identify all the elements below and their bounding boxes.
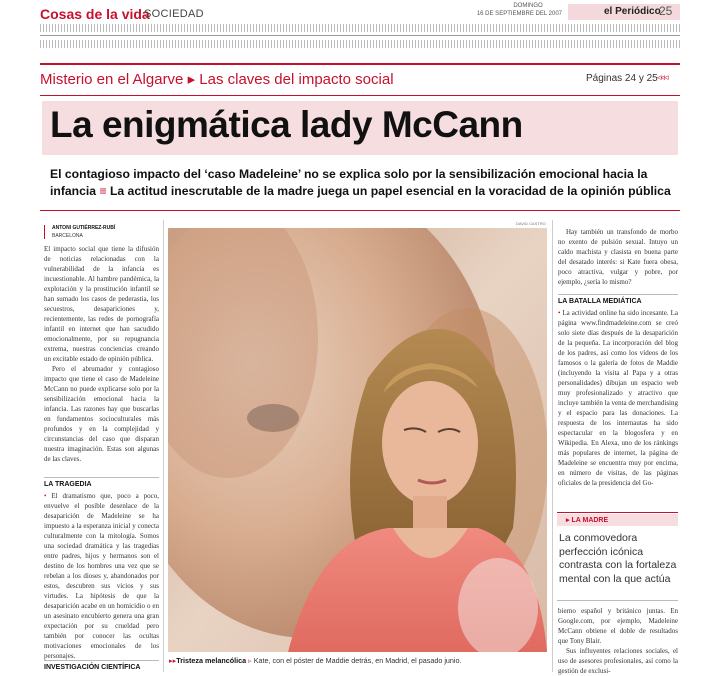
column-rule [163, 220, 164, 672]
article-column-3c [558, 606, 678, 676]
section-name: Cosas de la vida [40, 6, 150, 22]
divider [40, 95, 680, 96]
pages-reference: Páginas 24 y 25 [586, 73, 658, 84]
byline-name: ANTONI GUTIÉRREZ-RUBÍ [52, 225, 116, 231]
divider [44, 477, 159, 478]
double-arrow-icon: ▸▸ [169, 656, 177, 665]
issue-day: DOMINGO [513, 3, 543, 9]
divider [40, 35, 680, 36]
bullet-icon: • [44, 492, 52, 500]
lead-part-2: La actitud inescrutable de la madre juega un papel esencial en la voracidad de la opinión pública [109, 184, 671, 198]
divider [558, 294, 678, 295]
quote-box-label [566, 516, 608, 524]
photo-illustration [168, 228, 547, 652]
paragraph: El impacto social que tiene la difusión de noticias relacionadas con la vulnerabilidad de la infancia es incuestionable. Al hambre pandémica, la explotación y la prostitución infantil se han sumado los casos de pederastia, los secuestros, desapariciones y, recientemente, las redes de pornografía infantil en internet que han sacudido emocionalmente, por su repugnancia extrema, nuestras conciencias creando un excitable estado de opinión pública. [44, 245, 159, 363]
pull-quote: La conmovedora perfección icónica contrasta con la fortaleza mental con la que actúa [559, 532, 677, 585]
subhead: INVESTIGACIÓN CIENTÍFICA [44, 664, 141, 671]
triangle-icon: ▸ [566, 517, 572, 524]
hatch-rule-top [40, 24, 680, 32]
bullet-icon: • [558, 309, 563, 317]
photo [168, 228, 547, 652]
article-column-3 [558, 227, 678, 287]
paragraph: Sus influyentes relaciones sociales, el uso de asesores profesionales, así como la gestión de exclusi- [558, 647, 678, 675]
subhead: LA TRAGEDIA [44, 481, 92, 488]
subsection-name: SOCIEDAD [144, 8, 204, 20]
caption-title: Tristeza melancólica [176, 656, 247, 665]
column-rule [552, 220, 553, 672]
arrow-icon: ▹ [248, 656, 252, 665]
quote-box-label-text: LA MADRE [571, 517, 609, 524]
divider [40, 63, 680, 65]
subhead: LA BATALLA MEDIÁTICA [558, 298, 642, 305]
divider [557, 600, 678, 601]
paragraph: bierno español y británico juntas. En Google.com, por ejemplo, Madeleine McCann obtiene el doble de resultados que Tony Blair. [558, 607, 678, 645]
lead-separator: ≡ [96, 184, 110, 198]
paragraph-text: El dramatismo que, poco a poco, envuelve el posible desenlace de la desaparición de Madeleine se ha impuesto a la esperanza inicial y conecta culturalmente con la mitología. Somos una sociedad dramática y las tragedias entre padres, hijos y hermanos son el destino de los hombres una vez que se rebelan a los dioses y, abandonados por estos, descubren sus vicios y sus virtudes. La hipótesis de que la desaparición acabe en un homicidio o en un asesinato encubierto genera una gran expectación por su crueldad pero también por conocer las ocultas motivaciones emocionales de los personajes. [44, 492, 159, 660]
paragraph-text: La actividad online ha sido incesante. La página www.findmadeleine.com se creó solo siete días después de la desaparición de la pequeña. La incorporación del blog de los padres, así como los vídeos de los famosos o la galería de fotos de Maddie (incluyendo la visita al Papa y a otras personalidades) dibujan un espacio web muy profesionalizado y atractivo que incluye también la venta de merchandising y el espacio para las donaciones. La respuesta de los internautas ha sido espectacular en la blogosfera y en Wikipedia. En Alexa, uno de los ránkings más populares de internet, la página de Madeleine se encuentra muy por encima, en número de visitas, de las páginas oficiales de la presidencia del Go- [558, 309, 678, 487]
divider [557, 512, 678, 513]
article-column-3b [558, 308, 678, 488]
article-column-1 [44, 244, 159, 464]
lead-paragraph [50, 166, 680, 200]
page-number: 25 [659, 4, 673, 18]
headline: La enigmática lady McCann [50, 104, 523, 145]
paragraph [44, 491, 159, 661]
caption-text: Kate, con el póster de Maddie detrás, en Madrid, el pasado junio. [253, 656, 462, 665]
issue-date: 16 DE SEPTIEMBRE DEL 2007 [476, 11, 562, 17]
byline-city: BARCELONA [52, 233, 83, 239]
byline-mark [44, 225, 45, 239]
paragraph [558, 308, 678, 488]
triangle-arrows-icon: ◃◃◃ [657, 72, 668, 82]
lead-part-1: El contagioso impacto del ‘caso Madeleine’ no se explica solo por la sensibilización emocional hacia la infancia [50, 167, 648, 198]
divider [44, 660, 159, 661]
paper-name: el Periódico [604, 6, 661, 17]
paragraph: Pero el abrumador y contagioso impacto que tiene el caso de Madeleine McCann no puede explicarse solo por la sensibilización emocional hacia la infancia. Las razones hay que buscarlas en fundamentos socioculturales más profundos y en la complejidad y circunstancias del caso que disparan nuestra imaginación. Estas son algunas de las claves. [44, 365, 159, 463]
hatch-rule-bottom [40, 40, 680, 48]
article-column-1b [44, 491, 159, 661]
kicker: Misterio en el Algarve ▸ Las claves del impacto social [40, 71, 394, 88]
divider [40, 210, 680, 211]
photo-credit: DAVID CASTRO [516, 221, 546, 226]
paragraph: Hay también un transfondo de morbo no exento de pulsión sexual. Intuyo un caldo machista y clasista en buena parte del desatado interés: si Kate fuera obesa, poco atractiva, vulgar y pobre, por ejemplo, ¿sería lo mismo? [558, 228, 678, 286]
photo-caption [169, 656, 462, 665]
